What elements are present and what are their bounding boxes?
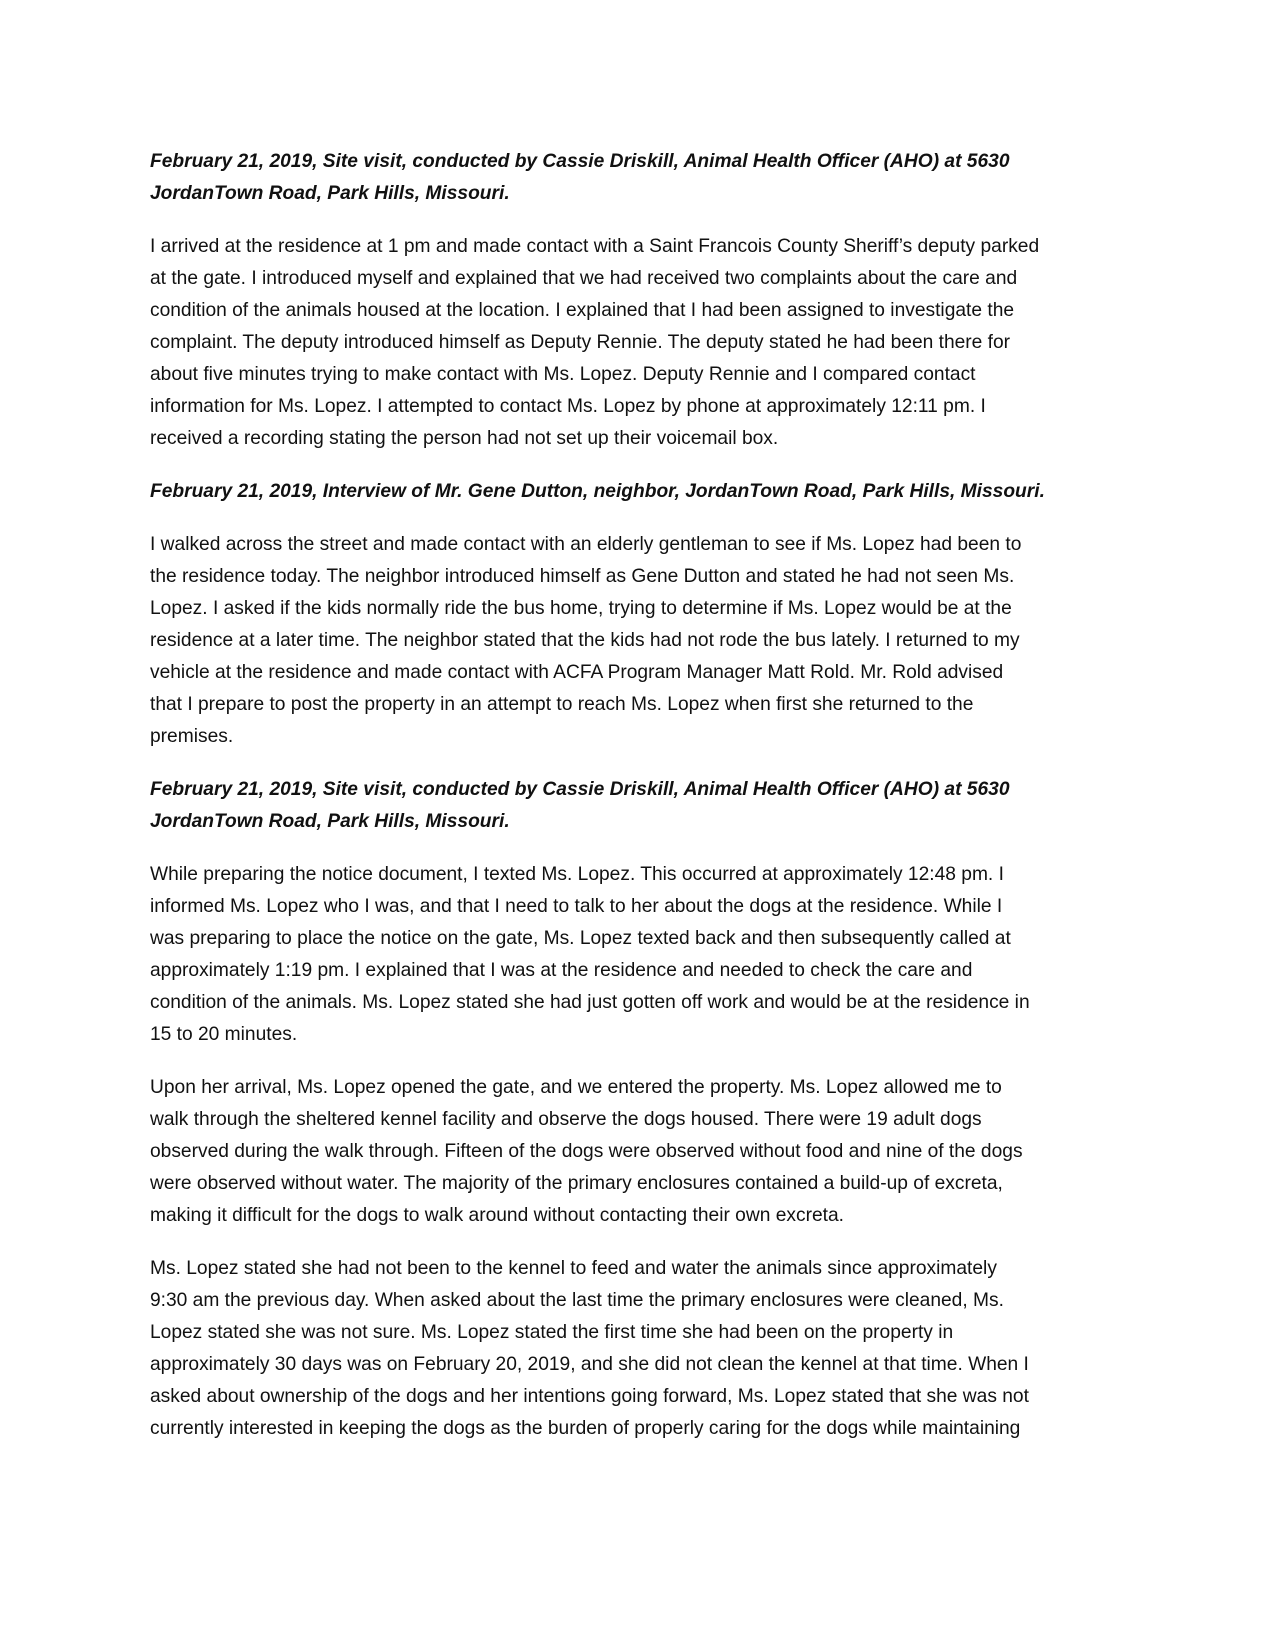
text-line: observed during the walk through. Fifteen of the dogs were observed without food and nine of the dogs: [150, 1141, 1023, 1162]
text-line: complaint. The deputy introduced himself as Deputy Rennie. The deputy stated he had been there for: [150, 332, 1011, 353]
text-line: I arrived at the residence at 1 pm and made contact with a Saint Francois County Sheriff’s deputy parked: [150, 236, 1040, 257]
section-heading-interview: [150, 476, 1125, 508]
text-line: asked about ownership of the dogs and her intentions going forward, Ms. Lopez stated that she was not: [150, 1386, 1029, 1407]
text-line: that I prepare to post the property in an attempt to reach Ms. Lopez when first she returned to the: [150, 694, 974, 715]
text-line: at the gate. I introduced myself and explained that we had received two complaints about the care and: [150, 268, 1018, 289]
text-line: approximately 1:19 pm. I explained that I was at the residence and needed to check the care and: [150, 960, 973, 981]
text-line: JordanTown Road, Park Hills, Missouri.: [150, 811, 510, 832]
text-line: February 21, 2019, Site visit, conducted by Cassie Driskill, Animal Health Officer (AHO) at 5630: [150, 779, 1010, 800]
text-line: February 21, 2019, Interview of Mr. Gene Dutton, neighbor, JordanTown Road, Park Hills, Missouri.: [150, 481, 1045, 502]
text-line: February 21, 2019, Site visit, conducted by Cassie Driskill, Animal Health Officer (AHO) at 5630: [150, 151, 1010, 172]
paragraph-notice: [150, 859, 1125, 1051]
text-line: premises.: [150, 726, 234, 747]
text-line: informed Ms. Lopez who I was, and that I need to talk to her about the dogs at the residence. While I: [150, 896, 1003, 917]
text-line: While preparing the notice document, I texted Ms. Lopez. This occurred at approximately 12:48 pm. I: [150, 864, 1004, 885]
text-line: Lopez stated she was not sure. Ms. Lopez stated the first time she had been on the property in: [150, 1322, 954, 1343]
text-line: condition of the animals. Ms. Lopez stated she had just gotten off work and would be at the residence in: [150, 992, 1030, 1013]
text-line: Upon her arrival, Ms. Lopez opened the gate, and we entered the property. Ms. Lopez allowed me to: [150, 1077, 1002, 1098]
text-line: JordanTown Road, Park Hills, Missouri.: [150, 183, 510, 204]
text-line: making it difficult for the dogs to walk around without contacting their own excreta.: [150, 1205, 844, 1226]
text-line: 15 to 20 minutes.: [150, 1024, 298, 1045]
text-line: residence at a later time. The neighbor stated that the kids had not rode the bus lately. I returned to my: [150, 630, 1020, 651]
section-heading-site-visit: [150, 146, 1125, 210]
text-line: walk through the sheltered kennel facility and observe the dogs housed. There were 19 adult dogs: [150, 1109, 982, 1130]
text-line: were observed without water. The majority of the primary enclosures contained a build-up of excreta,: [150, 1173, 1003, 1194]
paragraph-arrival: [150, 231, 1125, 455]
text-line: vehicle at the residence and made contact with ACFA Program Manager Matt Rold. Mr. Rold advised: [150, 662, 1004, 683]
document-page: [150, 146, 1125, 1466]
paragraph-statement: [150, 1253, 1125, 1445]
text-line: I walked across the street and made contact with an elderly gentleman to see if Ms. Lopez had been to: [150, 534, 1022, 555]
text-line: was preparing to place the notice on the gate, Ms. Lopez texted back and then subsequently called at: [150, 928, 1011, 949]
text-line: about five minutes trying to make contact with Ms. Lopez. Deputy Rennie and I compared contact: [150, 364, 976, 385]
paragraph-neighbor: [150, 529, 1125, 753]
section-heading-site-visit-2: [150, 774, 1125, 838]
text-line: received a recording stating the person had not set up their voicemail box.: [150, 428, 779, 449]
text-line: information for Ms. Lopez. I attempted to contact Ms. Lopez by phone at approximately 12:11 pm. I: [150, 396, 986, 417]
text-line: currently interested in keeping the dogs as the burden of properly caring for the dogs while maintaining: [150, 1418, 1021, 1439]
text-line: Ms. Lopez stated she had not been to the kennel to feed and water the animals since approximately: [150, 1258, 997, 1279]
text-line: the residence today. The neighbor introduced himself as Gene Dutton and stated he had not seen Ms.: [150, 566, 1015, 587]
text-line: condition of the animals housed at the location. I explained that I had been assigned to investigate the: [150, 300, 1015, 321]
text-line: 9:30 am the previous day. When asked about the last time the primary enclosures were cleaned, Ms.: [150, 1290, 1004, 1311]
text-line: Lopez. I asked if the kids normally ride the bus home, trying to determine if Ms. Lopez would be at the: [150, 598, 1012, 619]
text-line: approximately 30 days was on February 20, 2019, and she did not clean the kennel at that time. When I: [150, 1354, 1029, 1375]
paragraph-arrival-kennel: [150, 1072, 1125, 1232]
